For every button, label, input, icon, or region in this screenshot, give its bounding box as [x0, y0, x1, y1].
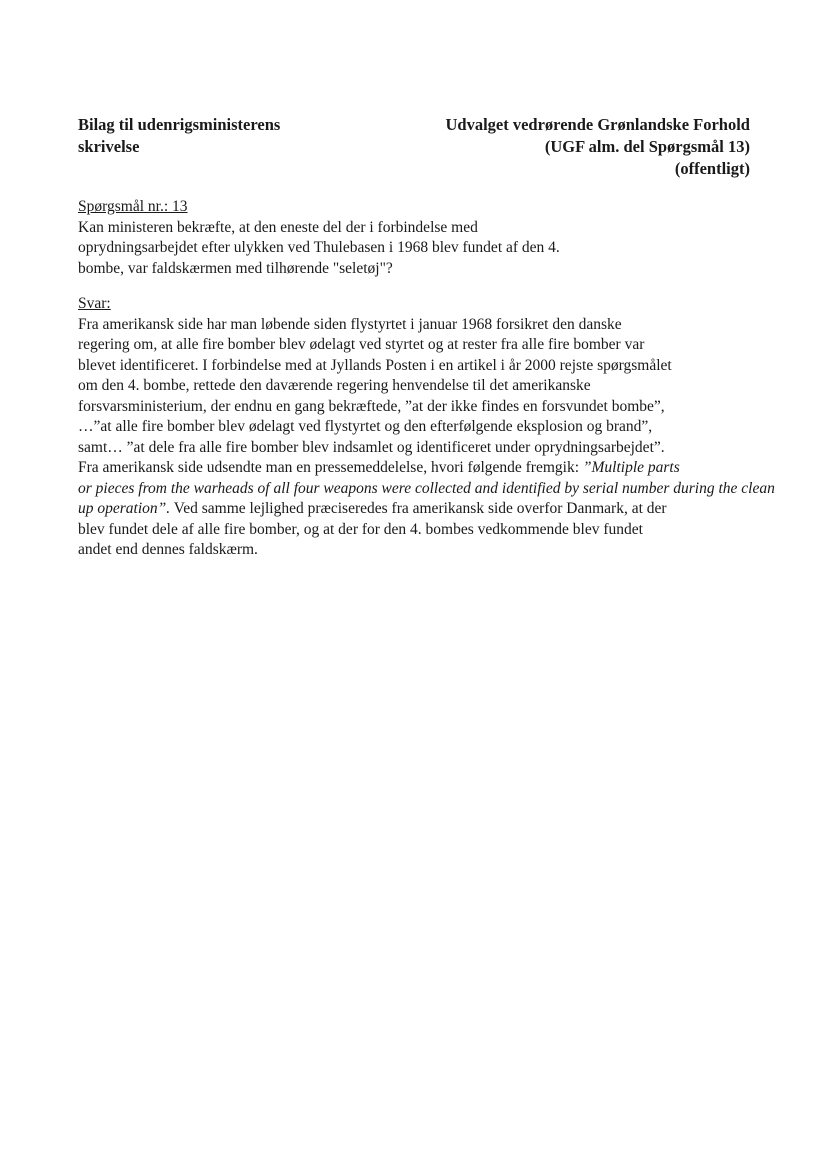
answer-line	[78, 458, 758, 479]
answer-line	[78, 499, 758, 520]
header-right	[370, 114, 750, 180]
answer-line-text: Fra amerikansk side udsendte man en pressemeddelelse, hvori følgende fremgik:	[78, 459, 583, 476]
answer-label: Svar:	[78, 295, 111, 312]
header-left-line1: Bilag til udenrigsministerens	[78, 115, 281, 134]
answer-line: blevet identificeret. I forbindelse med at Jyllands Posten i en artikel i år 2000 rejste spørgsmålet	[78, 356, 672, 374]
answer-section	[78, 294, 775, 561]
quote-italic-line: or pieces from the warheads of all four weapons were collected and identified by serial number during the clean	[78, 479, 775, 497]
question-line: bombe, var faldskærmen med tilhørende "seletøj"?	[78, 259, 393, 277]
question-line: oprydningsarbejdet efter ulykken ved Thulebasen i 1968 blev fundet af den 4.	[78, 239, 560, 256]
question-section	[78, 197, 758, 279]
answer-line: Fra amerikansk side har man løbende siden flystyrtet i januar 1968 forsikret den danske	[78, 315, 622, 333]
answer-line: forsvarsministerium, der endnu en gang bekræftede, ”at der ikke findes en forsvundet bombe”,	[78, 397, 665, 415]
quote-italic: ”Multiple parts	[582, 459, 680, 476]
header-left	[78, 114, 378, 158]
question-line: Kan ministeren bekræfte, at den eneste del der i forbindelse med	[78, 218, 478, 236]
question-label: Spørgsmål nr.: 13	[78, 198, 188, 215]
header-right-line1: Udvalget vedrørende Grønlandske Forhold	[445, 115, 750, 134]
answer-line: regering om, at alle fire bomber blev ødelagt ved styrtet og at rester fra alle fire bomber var	[78, 336, 645, 353]
answer-line: …”at alle fire bomber blev ødelagt ved flystyrtet og den efterfølgende eksplosion og brand”,	[78, 418, 653, 435]
answer-line: andet end dennes faldskærm.	[78, 541, 258, 558]
header-right-line3: (offentligt)	[674, 159, 750, 178]
header-right-line2: (UGF alm. del Spørgsmål 13)	[544, 137, 750, 156]
answer-line: samt… ”at dele fra alle fire bomber blev indsamlet og identificeret under oprydningsarbejdet”.	[78, 438, 665, 456]
answer-line: blev fundet dele af alle fire bomber, og at der for den 4. bombes vedkommende blev fundet	[78, 520, 643, 538]
answer-line-text: Ved samme lejlighed præciseredes fra amerikansk side overfor Danmark, at der	[170, 500, 667, 517]
header-left-line2: skrivelse	[78, 137, 140, 156]
quote-italic-end: up operation”.	[78, 500, 171, 517]
answer-line: om den 4. bombe, rettede den daværende regering henvendelse til det amerikanske	[78, 377, 591, 394]
